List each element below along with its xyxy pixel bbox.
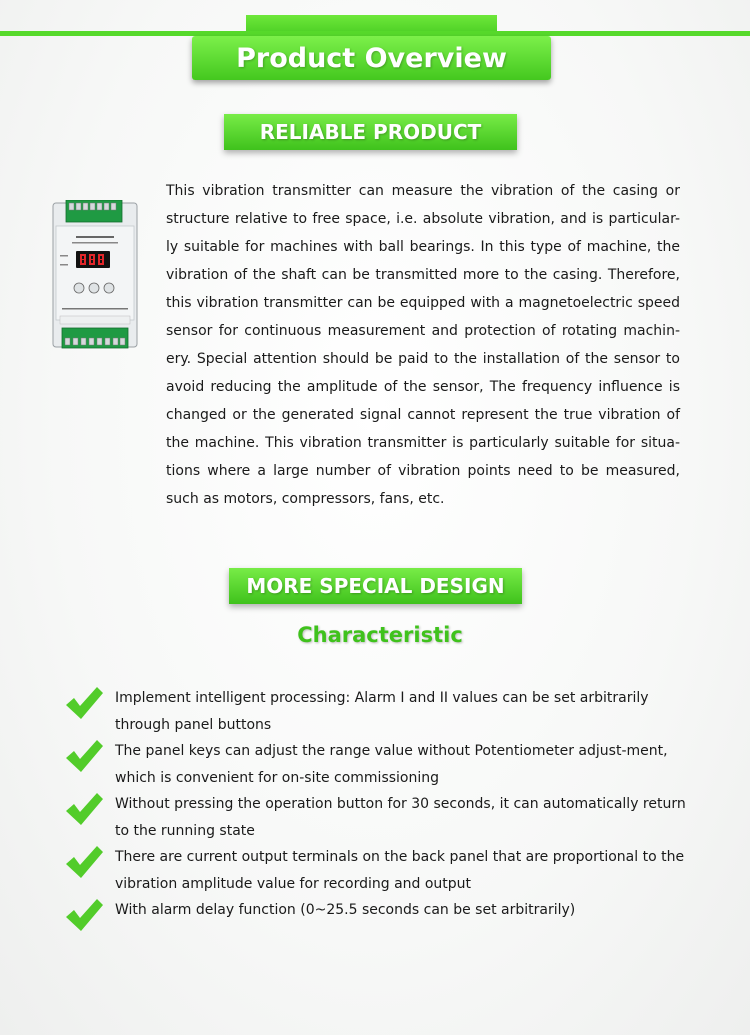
product-description: This vibration transmitter can measure the vibration of the casing or structure relative to free space, i.e. absolute vibration, and is particular-ly suitable for machines with ball bearings. In this type of machine, the vibration of the shaft can be transmitted more to the casing. Therefore, this vibration transmitter can be equipped with a magnetoelectric speed sensor for continuous measurement and protection of rotating machin-ery. Special attention should be paid to the installation of the sensor to avoid reducing the amplitude of the sensor, The frequency influence is changed or the generated signal cannot represent the true vibration of the machine. This vibration transmitter is particularly suitable for situa-tions where a large number of vibration points need to be measured, such as motors, compressors, fans, etc. bbox=[166, 183, 680, 507]
feature-text: There are current output terminals on the back panel that are proportional to the vibration amplitude value for recording and output bbox=[115, 849, 685, 892]
checkmark-icon bbox=[64, 897, 104, 933]
product-image bbox=[52, 200, 138, 350]
page-title: Product Overview bbox=[192, 36, 551, 80]
feature-text: The panel keys can adjust the range value without Potentiometer adjust-ment, which is convenient for on-site commissioning bbox=[115, 743, 668, 786]
feature-text: Without pressing the operation button for 30 seconds, it can automatically return to the running state bbox=[115, 796, 686, 839]
checkmark-icon bbox=[64, 791, 104, 827]
checkmark-icon bbox=[64, 738, 104, 774]
checkmark-icon bbox=[64, 685, 104, 721]
feature-text: With alarm delay function (0~25.5 seconds can be set arbitrarily) bbox=[115, 902, 576, 918]
characteristic-heading: Characteristic bbox=[297, 623, 463, 647]
feature-text: Implement intelligent processing: Alarm I and II values can be set arbitrarily through panel buttons bbox=[115, 690, 649, 733]
reliable-product-banner: RELIABLE PRODUCT bbox=[224, 114, 517, 150]
special-design-banner: MORE SPECIAL DESIGN bbox=[229, 568, 522, 604]
checkmark-icon bbox=[64, 844, 104, 880]
